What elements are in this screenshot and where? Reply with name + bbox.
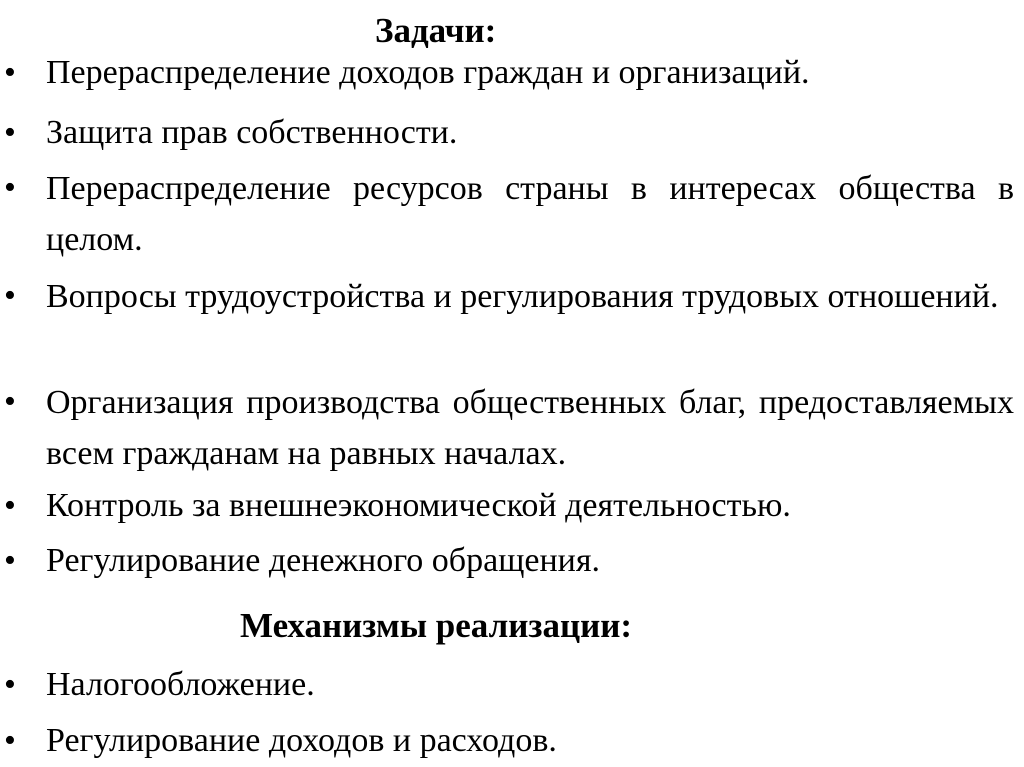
mechanisms-heading: Механизмы реализации: bbox=[240, 606, 633, 645]
bullet-marker: • bbox=[4, 54, 16, 91]
bullet-marker: • bbox=[4, 722, 16, 759]
bullet-marker: • bbox=[4, 383, 16, 420]
tasks-heading: Задачи: bbox=[375, 11, 497, 50]
task-item-7: Регулирование денежного обращения. bbox=[46, 542, 600, 579]
task-item-2: Защита прав собственности. bbox=[46, 114, 458, 151]
bullet-marker: • bbox=[4, 487, 16, 524]
task-item-3: Перераспределение ресурсов страны в интересах общества в целом. bbox=[46, 170, 1014, 258]
task-item-1: Перераспределение доходов граждан и организаций. bbox=[46, 54, 810, 91]
mechanism-item-2: Регулирование доходов и расходов. bbox=[46, 722, 557, 759]
bullet-marker: • bbox=[4, 114, 16, 151]
task-item-6: Контроль за внешнеэкономической деятельностью. bbox=[46, 487, 791, 524]
bullet-marker: • bbox=[4, 169, 16, 206]
bullet-marker: • bbox=[4, 277, 16, 314]
bullet-marker: • bbox=[4, 542, 16, 579]
bullet-marker: • bbox=[4, 666, 16, 703]
task-item-5: Организация производства общественных благ, предоставляемых всем гражданам на равных началах. bbox=[46, 384, 1014, 472]
task-item-4: Вопросы трудоустройства и регулирования трудовых отношений. bbox=[46, 278, 999, 315]
mechanism-item-1: Налогообложение. bbox=[46, 666, 315, 703]
